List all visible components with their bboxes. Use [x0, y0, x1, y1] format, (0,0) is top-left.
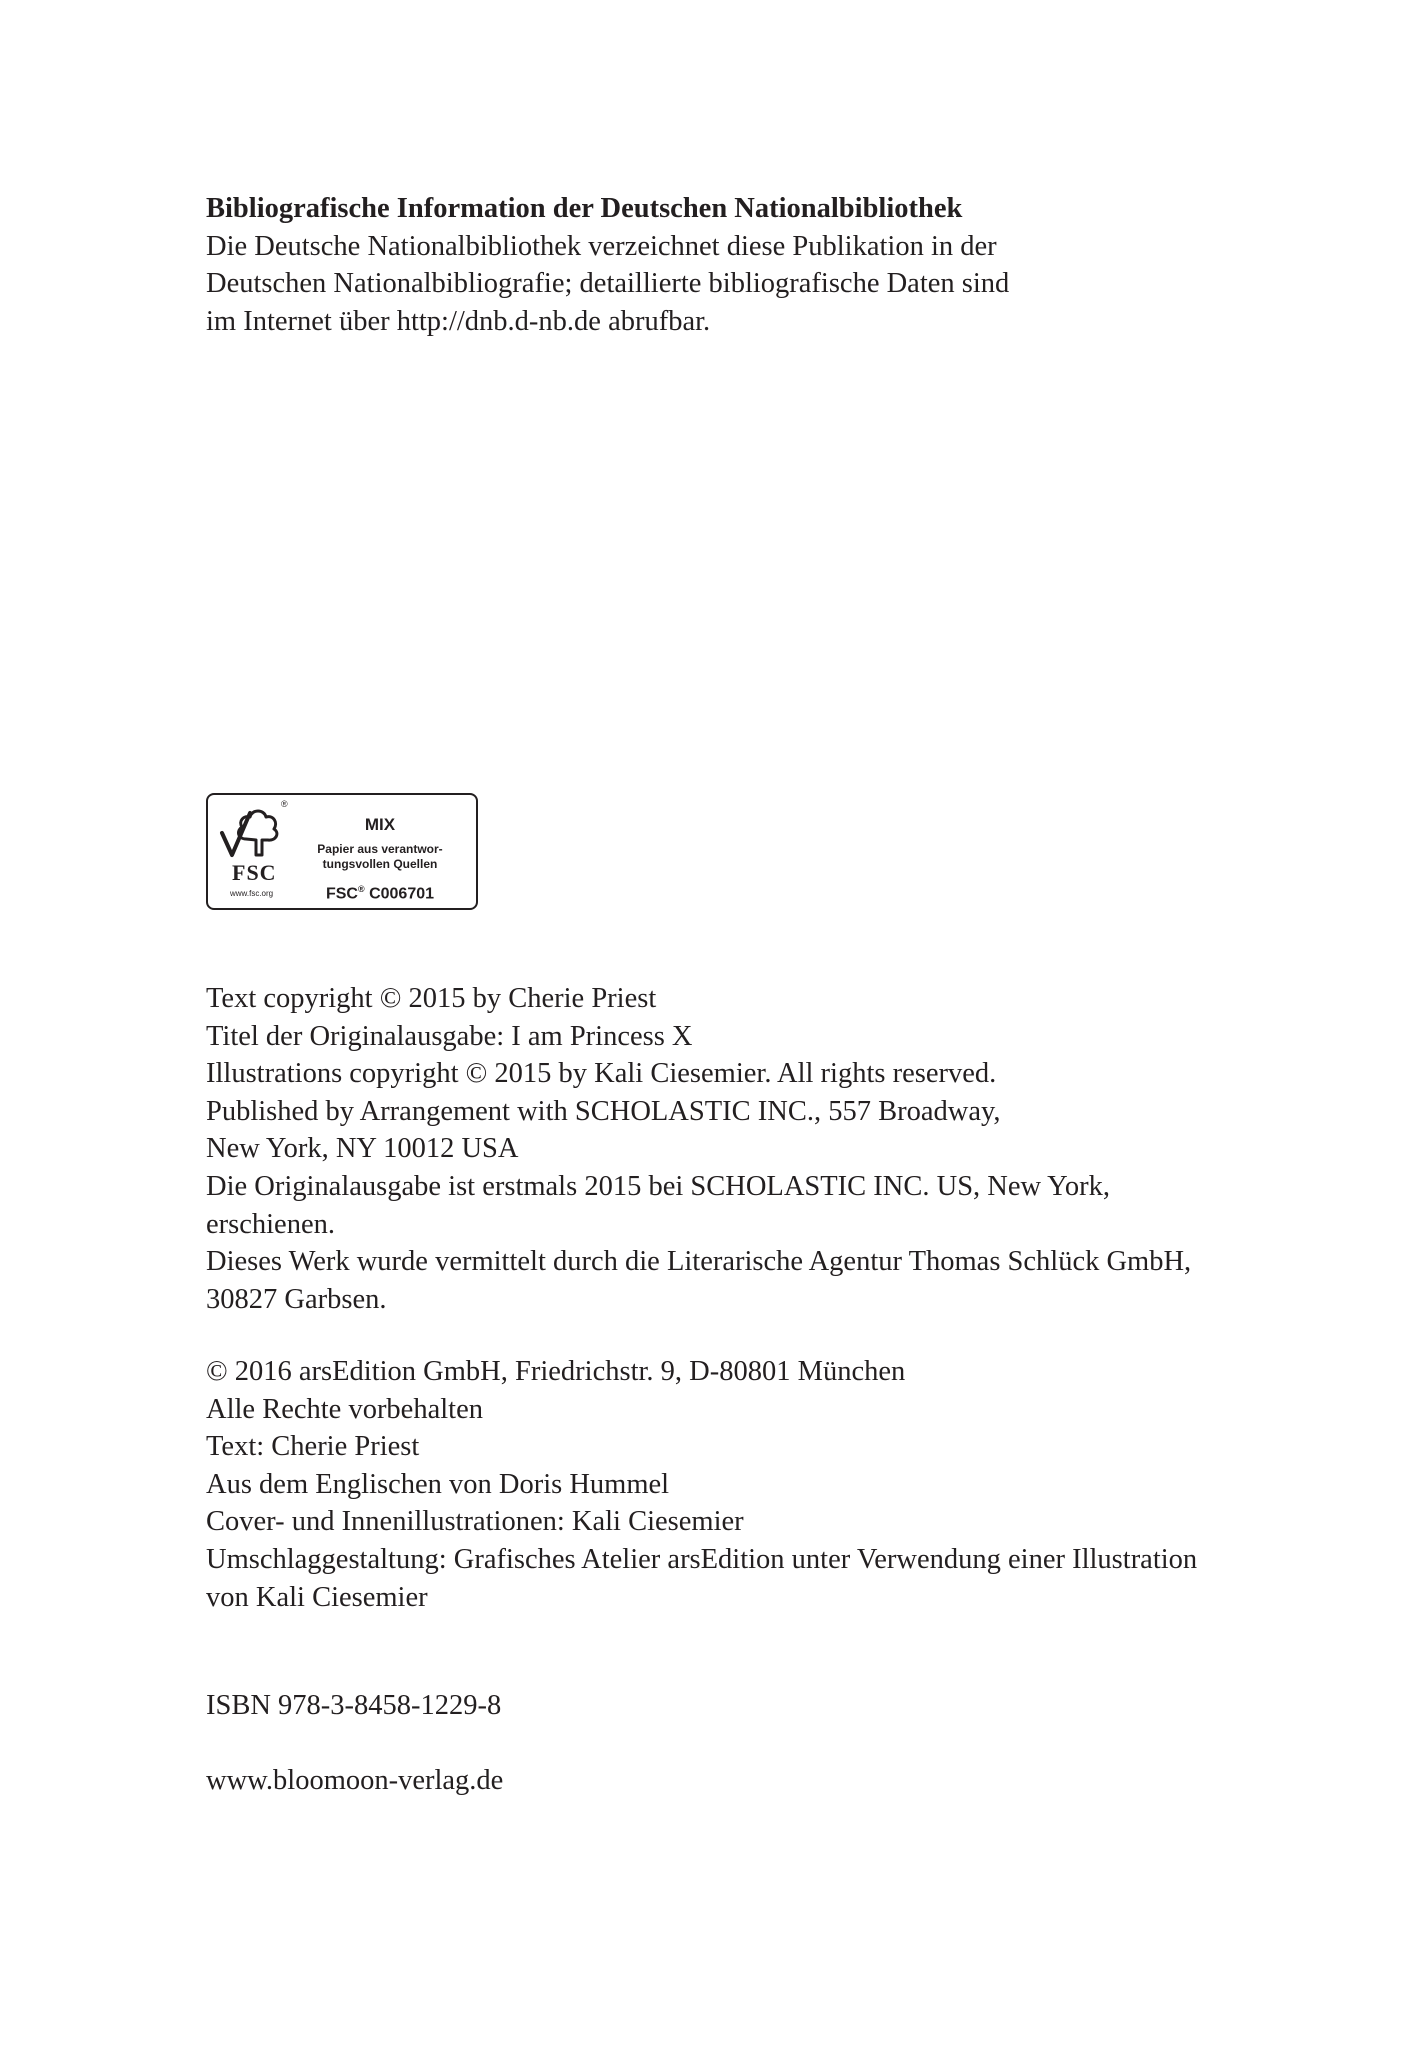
publisher-credits [206, 1353, 1306, 1616]
fsc-code-prefix: FSC [325, 885, 358, 903]
website-link: www.bloomoon-verlag.de [206, 1765, 504, 1796]
copyright-line: 30827 Garbsen. [206, 1283, 387, 1315]
publisher-line: Alle Rechte vorbehalten [206, 1393, 483, 1425]
registered-mark: ® [281, 799, 288, 809]
copyright-line: Illustrations copyright © 2015 by Kali Ciesemier. All rights reserved. [206, 1058, 997, 1090]
bibliographic-heading: Bibliografische Information der Deutschen Nationalbibliothek [206, 193, 963, 224]
fsc-brand: FSC [232, 860, 277, 885]
bibliographic-line: Die Deutsche Nationalbibliothek verzeichnet diese Publikation in der [206, 230, 997, 262]
publisher-line: Umschlaggestaltung: Grafisches Atelier arsEdition unter Verwendung einer Illustration [206, 1543, 1198, 1575]
copyright-line: Titel der Originalausgabe: I am Princess X [206, 1020, 693, 1052]
copyright-line: Die Originalausgabe ist erstmals 2015 bei SCHOLASTIC INC. US, New York, [206, 1170, 1111, 1202]
fsc-mix-label: MIX [364, 815, 396, 834]
copyright-line: Published by Arrangement with SCHOLASTIC INC., 557 Broadway, [206, 1095, 1001, 1127]
copyright-line: New York, NY 10012 USA [206, 1133, 519, 1165]
fsc-description-line: Papier aus verantwor- [317, 842, 443, 856]
publisher-line: Aus dem Englischen von Doris Hummel [206, 1468, 670, 1500]
fsc-code-number: C006701 [369, 885, 435, 903]
fsc-description [288, 842, 472, 872]
copyright-info [206, 980, 1306, 1318]
publisher-line: Text: Cherie Priest [206, 1431, 420, 1463]
isbn [206, 1687, 1306, 1725]
copyright-line: erschienen. [206, 1208, 335, 1240]
isbn-number: ISBN 978-3-8458-1229-8 [206, 1690, 502, 1721]
bibliographic-info [206, 190, 1306, 340]
fsc-tree-checkmark-icon [216, 803, 286, 865]
fsc-license-code [288, 880, 472, 903]
bibliographic-line: im Internet über http://dnb.d-nb.de abrufbar. [206, 305, 711, 337]
publisher-line: © 2016 arsEdition GmbH, Friedrichstr. 9, D-80801 München [206, 1356, 906, 1387]
fsc-description-line: tungsvollen Quellen [322, 857, 438, 871]
bibliographic-line: Deutschen Nationalbibliografie; detaillierte bibliografische Daten sind [206, 268, 1010, 300]
fsc-code-registered-mark: ® [357, 884, 365, 894]
fsc-website: www.fsc.org [230, 889, 274, 898]
fsc-certification-logo [206, 793, 478, 910]
publisher-line: von Kali Ciesemier [206, 1581, 428, 1613]
publisher-website [206, 1762, 1306, 1800]
copyright-line: Dieses Werk wurde vermittelt durch die Literarische Agentur Thomas Schlück GmbH, [206, 1246, 1192, 1278]
publisher-line: Cover- und Innenillustrationen: Kali Ciesemier [206, 1506, 744, 1538]
copyright-line: Text copyright © 2015 by Cherie Priest [206, 983, 657, 1014]
